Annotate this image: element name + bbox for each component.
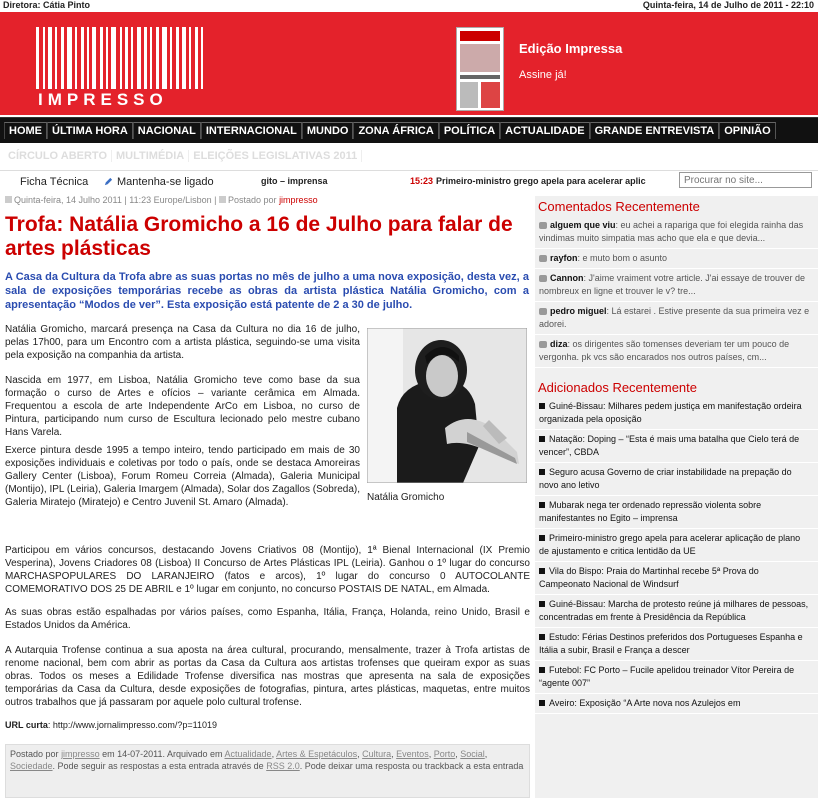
nav-item[interactable]: ZONA ÁFRICA <box>353 122 438 139</box>
category-link[interactable]: Porto <box>433 749 456 759</box>
nav2-item[interactable]: ELEIÇÕES LEGISLATIVAS 2011 <box>189 150 362 162</box>
comment-item[interactable] <box>535 335 818 368</box>
bullet-icon <box>539 667 545 673</box>
comment-text[interactable]: : J'aime vraiment votre article. J'ai essaye de trouver de nombreux en ligne et trouver le v? tre... <box>539 273 806 296</box>
barcode-bar <box>67 27 72 89</box>
article-lead: A Casa da Cultura da Trofa abre as suas portas no mês de julho a uma nova exposição, desta vez, a sala de exposições temporárias recebe as obras da artista plástica Natália Gromicho, com a apresentação “Modos de ver”. Esta exposição está patente de 2 a 30 de julho. <box>5 271 529 311</box>
ticker-headline-prev[interactable]: gito – imprensa <box>261 176 328 186</box>
barcode-bar <box>131 27 133 89</box>
category-link[interactable]: Actualidade <box>224 749 272 759</box>
author-link[interactable]: jimpresso <box>279 195 318 205</box>
comment-author[interactable]: diza <box>550 339 568 349</box>
article-title: Trofa: Natália Gromicho a 16 de Julho para falar de artes plásticas <box>5 213 513 260</box>
search-input[interactable] <box>679 172 812 188</box>
top-bar <box>0 0 818 11</box>
barcode-bar <box>125 27 128 89</box>
barcode-bar <box>75 27 77 89</box>
recent-posts-list <box>535 397 818 714</box>
barcode-bar <box>170 27 172 89</box>
recent-post-item[interactable] <box>535 694 818 714</box>
barcode-logo-graphic <box>36 27 204 89</box>
barcode-bar <box>189 27 191 89</box>
comment-author[interactable]: pedro miguel <box>550 306 607 316</box>
postbox-text: . Pode seguir as respostas a esta entrada através de <box>52 761 264 771</box>
bullet-icon <box>539 403 545 409</box>
bullet-icon <box>539 568 545 574</box>
recent-post-title[interactable]: Seguro acusa Governo de criar instabilidade na prepação do novo ano letivo <box>539 467 792 490</box>
article-paragraph: Participou em vários concursos, destacando Jovens Criativos 08 (Montijo), 1ª Bienal Internacional (IX Premio Vesperina), Jovens Criadores 08 (Lisboa) II Concurso de Artes Plásticas IPL (Leiria). Ganhou o 1º lugar do concurso MARCHASPOPULARES DO LARANJEIRO (fatos e arcos), 1º lugar do concurso 0 AUTOCOLANTE COMEMORATIVO DOS 25 DE ABRIL e 1º lugar em conjunto, no concurso POSTAIS DE NATAL, em Almada. <box>5 545 530 595</box>
comment-author[interactable]: Cannon <box>550 273 584 283</box>
site-logo[interactable] <box>36 27 204 109</box>
barcode-bar <box>195 27 198 89</box>
nav-item[interactable]: OPINIÃO <box>719 122 775 139</box>
recent-post-item[interactable] <box>535 496 818 529</box>
barcode-bar <box>156 27 159 89</box>
recent-comments-list <box>535 216 818 368</box>
nav-item[interactable]: NACIONAL <box>133 122 201 139</box>
barcode-bar <box>43 27 45 89</box>
recent-post-item[interactable] <box>535 661 818 694</box>
calendar-icon <box>5 196 12 203</box>
ticker-headline[interactable]: Primeiro-ministro grego apela para acelerar aplic <box>436 176 646 186</box>
barcode-bar <box>92 27 96 89</box>
recent-post-item[interactable] <box>535 529 818 562</box>
comment-text[interactable]: : e muto bom o asunto <box>577 253 668 263</box>
barcode-bar <box>162 27 167 89</box>
recent-post-title[interactable]: Primeiro-ministro grego apela para acelerar aplicação de plano de ajustamento e critica lentidão da UE <box>539 533 801 556</box>
sidebar <box>535 196 818 798</box>
recent-post-item[interactable] <box>535 463 818 496</box>
barcode-bar <box>48 27 52 89</box>
comment-icon <box>539 308 547 315</box>
barcode-bar <box>176 27 179 89</box>
barcode-bar <box>137 27 141 89</box>
recent-post-title[interactable]: Guiné-Bissau: Milhares pedem justiça em manifestação ordeira organizada pela oposição <box>539 401 802 424</box>
article-meta <box>5 195 318 205</box>
recent-post-title[interactable]: Estudo: Férias Destinos preferidos dos Portugueses Espanha e Itália a subir, Brasil e França a descer <box>539 632 803 655</box>
recent-post-item[interactable] <box>535 397 818 430</box>
barcode-bar <box>182 27 186 89</box>
nav-item[interactable]: HOME <box>4 122 47 139</box>
recent-post-item[interactable] <box>535 628 818 661</box>
rss-link[interactable]: RSS 2.0 <box>266 761 300 771</box>
category-link[interactable]: Artes & Espetáculos <box>276 749 358 759</box>
category-link[interactable]: Eventos <box>396 749 429 759</box>
postbox-text: Postado por <box>10 749 59 759</box>
bullet-icon <box>539 535 545 541</box>
recent-post-item[interactable] <box>535 562 818 595</box>
recent-post-title[interactable]: Guiné-Bissau: Marcha de protesto reúne já milhares de pessoas, concentradas em frente à Presidência da República <box>539 599 809 622</box>
artist-photo <box>367 328 527 483</box>
comment-text[interactable]: : os dirigentes são tomenses deveriam ter um pouco de vergonha. pk vcs são encarados nos outros países, cm... <box>539 339 790 362</box>
barcode-bar <box>111 27 116 89</box>
bullet-icon <box>539 469 545 475</box>
mantenha-ligado-label: Mantenha-se ligado <box>117 176 214 188</box>
recent-post-title[interactable]: Mubarak nega ter ordenado repressão violenta sobre manifestantes no Egito – imprensa <box>539 500 762 523</box>
comment-author[interactable]: alguem que viu <box>550 220 616 230</box>
main-nav <box>0 117 818 143</box>
category-link[interactable]: Social <box>460 749 485 759</box>
barcode-bar <box>36 27 39 89</box>
posted-by-label: Postado por <box>228 195 277 205</box>
barcode-bar <box>150 27 152 89</box>
mantenha-ligado-link[interactable] <box>104 176 214 188</box>
recent-post-item[interactable] <box>535 430 818 463</box>
bullet-icon <box>539 601 545 607</box>
pencil-icon <box>104 177 113 186</box>
article-paragraph: Exerce pintura desde 1995 a tempo inteiro, tendo participado em mais de 30 exposições individuais e coletivas por todo o país, onde se destaca Amoreiras Gallery Center (Lisboa), Forum Romeu Correia (Almada), Galeria Municipal (Montijo), IPL (Leiria), Galeria Imargem (Almada), Solar dos Zagallos (Sobreda), Galeria Miratejo (Miratejo) e Centro Juvenil St. Amaro (Almada). <box>5 445 360 508</box>
nav-item[interactable]: ACTUALIDADE <box>500 122 589 139</box>
barcode-bar <box>106 27 108 89</box>
bullet-icon <box>539 436 545 442</box>
director-label: Diretora: Cátia Pinto <box>3 0 91 10</box>
ticker-time: 15:23 <box>410 176 434 186</box>
article-paragraph: Nascida em 1977, em Lisboa, Natália Gromicho teve como base da sua formação o curso de Artes e ofícios – variante cerâmica em Almada. Frequentou a escola de arte Independente ArCo em Lisboa, no curso de Pintura, participando num curso de Escultura lecionado pelo mestre cubano Hans Varela. <box>5 375 360 438</box>
recent-post-title[interactable]: Natação: Doping – “Esta é mais uma batalha que Cielo terá de vencer”, CBDA <box>539 434 800 457</box>
nav2-item[interactable]: MULTIMÉDIA <box>112 150 189 162</box>
barcode-bar <box>144 27 147 89</box>
recent-comments-heading: Comentados Recentemente <box>538 199 700 214</box>
post-footer: Postado por jimpresso em 14-07-2011. Arquivado em Actualidade, Artes & Espetáculos, Cultura, Eventos, Porto, Social, Sociedade. Pode seguir as respostas a esta entrada através de RSS 2.0. Pode deixar uma resposta ou trackback a esta entrada <box>5 744 530 798</box>
barcode-bar <box>201 27 203 89</box>
comment-item[interactable] <box>535 216 818 249</box>
short-url-value[interactable]: : http://www.jornalimpresso.com/?p=11019 <box>47 720 218 730</box>
nav-item[interactable]: GRANDE ENTREVISTA <box>590 122 720 139</box>
barcode-bar <box>61 27 64 89</box>
bullet-icon <box>539 502 545 508</box>
comment-author[interactable]: rayfon <box>550 253 578 263</box>
nav-item[interactable]: INTERNACIONAL <box>201 122 302 139</box>
recent-post-title[interactable]: Futebol: FC Porto – Fucile apelidou treinador Vítor Pereira de “agente 007” <box>539 665 795 688</box>
barcode-bar <box>81 27 84 89</box>
recent-posts-heading: Adicionados Recentemente <box>538 380 697 395</box>
article-paragraph: Natália Gromicho, marcará presença na Casa da Cultura no dia 16 de julho, pelas 17h00, para um Encontro com a artista plástica, seguindo-se uma visita pela exposição na companhia da artista. <box>5 324 360 361</box>
barcode-bar <box>55 27 57 89</box>
barcode-bar <box>100 27 103 89</box>
article-paragraph: As suas obras estão espalhadas por vários países, como Espanha, Itália, França, Holanda, reino Unido, Brasil e Estados Unidos da América. <box>5 607 530 631</box>
recent-post-title[interactable]: Vila do Bispo: Praia do Martinhal recebe 5ª Prova do Campeonato Nacional de Windsurf <box>539 566 759 589</box>
short-url-label: URL curta <box>5 720 48 730</box>
photo-caption: Natália Gromicho <box>367 492 445 503</box>
article-paragraph: A Autarquia Trofense continua a sua aposta na área cultural, procurando, mensalmente, trazer à Trofa artistas de renome nacional, bem com abrir as portas da Casa da Cultura aos artistas trofenses que queiram expor as suas obras. Todos os meses a Edilidade Trofense diversifica nas mostras que apresenta na sala de exposições temporárias da Casa da Cultura, desde exposições de fotografias, pintura, artes plásticas, maquetas, entre muitos outros trabalhos que já passaram por aquele polo cultural trofense. <box>5 645 530 708</box>
postbox-author-link[interactable]: jimpresso <box>61 749 100 759</box>
subscribe-link[interactable]: Assine já! <box>519 69 567 81</box>
magazine-cover-thumbnail[interactable] <box>456 27 504 111</box>
nav-item[interactable]: ÚLTIMA HORA <box>47 122 133 139</box>
article-date: Quinta-feira, 14 Julho 2011 | 11:23 Europe/Lisbon | <box>14 195 217 205</box>
recent-post-title[interactable]: Aveiro: Exposição “A Arte nova nos Azulejos em <box>549 698 741 708</box>
comment-item[interactable] <box>535 269 818 302</box>
postbox-text: em 14-07-2011. Arquivado em <box>102 749 223 759</box>
comment-icon <box>539 341 547 348</box>
comment-icon <box>539 255 547 262</box>
nav-item[interactable]: POLÍTICA <box>439 122 500 139</box>
recent-post-item[interactable] <box>535 595 818 628</box>
comment-icon <box>539 222 547 229</box>
nav-item[interactable]: MUNDO <box>302 122 354 139</box>
comment-item[interactable] <box>535 249 818 269</box>
category-link[interactable]: Sociedade <box>10 761 53 771</box>
current-date: Quinta-feira, 14 de Julho de 2011 - 22:10 <box>642 0 814 10</box>
comment-item[interactable] <box>535 302 818 335</box>
ficha-tecnica-link[interactable]: Ficha Técnica <box>20 176 89 188</box>
comment-text[interactable]: : Lá estarei . Estive presente da sua primeira vez e adorei. <box>539 306 810 329</box>
comment-text[interactable]: : eu achei a rapariga que foi elegida rainha das vindimas muito simpatia mas acho que ela e que devia... <box>539 220 804 243</box>
category-link[interactable]: Cultura <box>362 749 392 759</box>
site-header <box>0 12 818 115</box>
bullet-icon <box>539 634 545 640</box>
barcode-bar <box>87 27 89 89</box>
logo-wordmark: IMPRESSO <box>38 90 168 109</box>
postbox-text: . Pode deixar uma resposta ou trackback a esta entrada <box>299 761 524 771</box>
secondary-nav <box>0 143 818 169</box>
bullet-icon <box>539 700 545 706</box>
user-icon <box>219 196 226 203</box>
print-edition-title[interactable]: Edição Impressa <box>519 41 623 56</box>
comment-icon <box>539 275 547 282</box>
nav2-item[interactable]: CÍRCULO ABERTO <box>4 150 112 162</box>
short-url <box>5 720 217 730</box>
barcode-bar <box>120 27 122 89</box>
